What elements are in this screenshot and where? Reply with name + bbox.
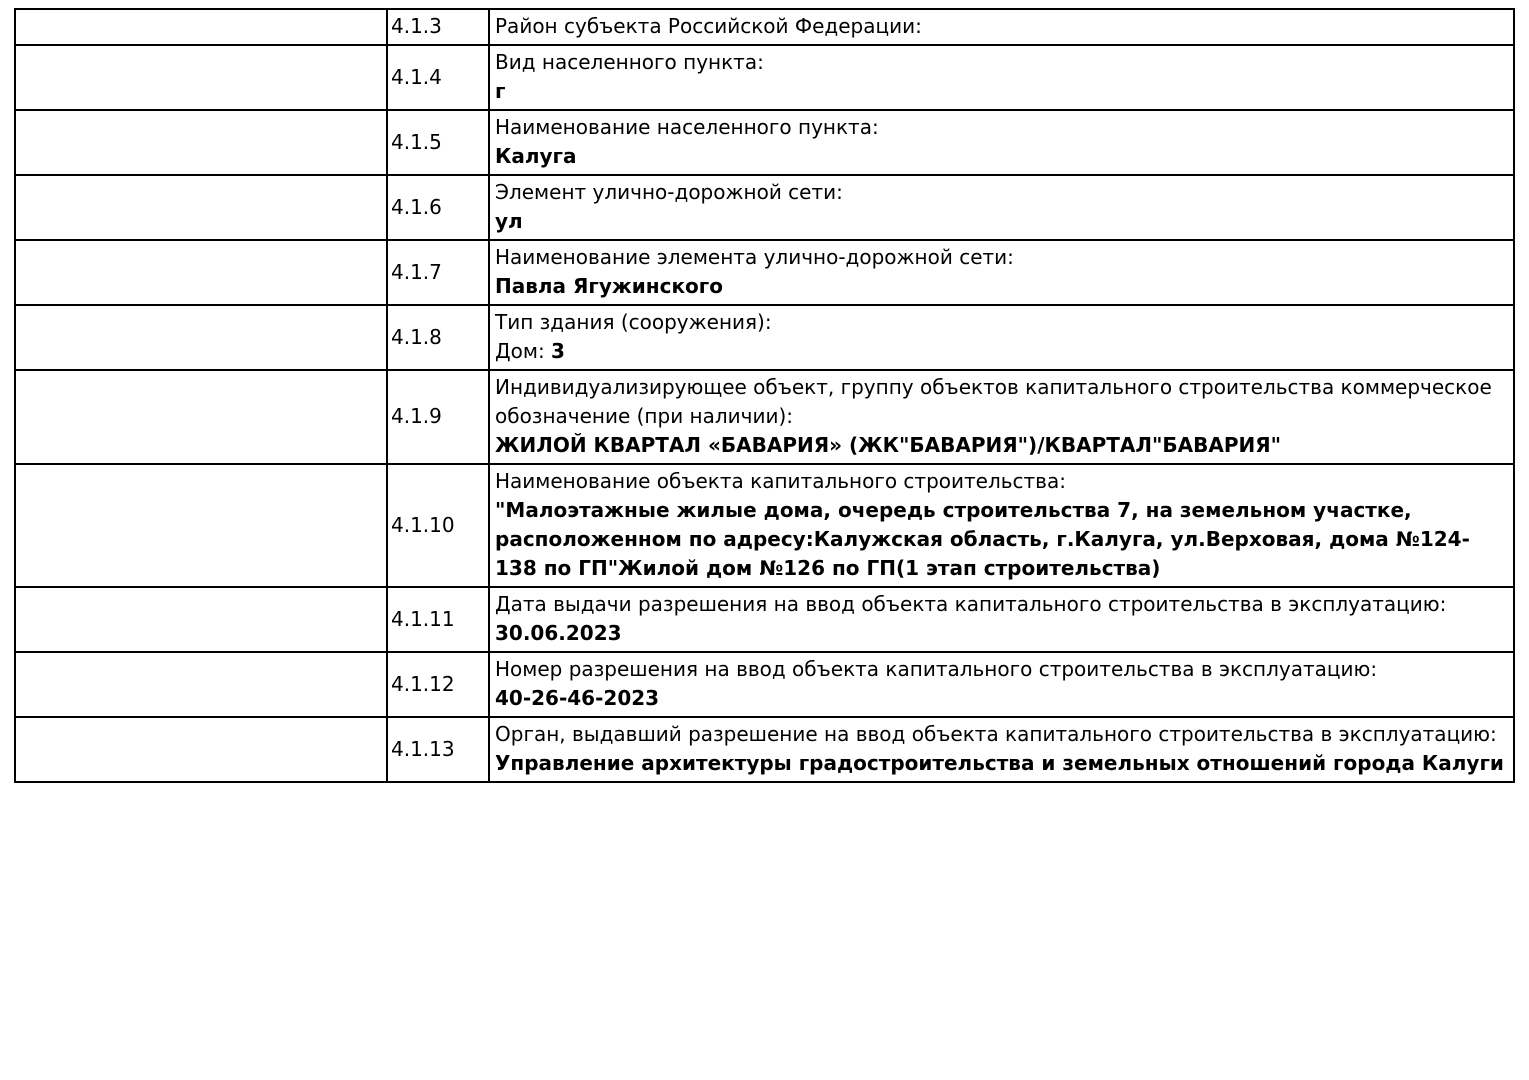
item-label: Наименование населенного пункта: (495, 115, 879, 139)
item-label: Элемент улично-дорожной сети: (495, 180, 843, 204)
item-number: 4.1.13 (391, 736, 455, 761)
item-number-cell (387, 9, 489, 45)
item-value: ЖИЛОЙ КВАРТАЛ «БАВАРИЯ» (ЖК"БАВАРИЯ")/КВАРТАЛ"БАВАРИЯ" (495, 433, 1282, 457)
table-row (15, 110, 1514, 175)
item-number: 4.1.12 (391, 671, 455, 696)
object-info-table-body (15, 9, 1514, 782)
item-value-line (495, 272, 1508, 301)
item-number-cell (387, 45, 489, 110)
item-content-cell (489, 305, 1514, 370)
item-number-cell (387, 652, 489, 717)
item-value-line (495, 77, 1508, 106)
item-value-line (495, 431, 1508, 460)
empty-cell (15, 240, 387, 305)
item-number: 4.1.11 (391, 606, 455, 631)
item-label: Наименование элемента улично-дорожной сети: (495, 245, 1014, 269)
item-number: 4.1.6 (391, 194, 442, 219)
item-value: 40-26-46-2023 (495, 686, 660, 710)
item-value-line (495, 337, 1508, 366)
item-content-cell (489, 370, 1514, 464)
table-row (15, 464, 1514, 587)
item-value: г (495, 79, 506, 103)
item-value: Павла Ягужинского (495, 274, 723, 298)
table-row (15, 370, 1514, 464)
table-row (15, 305, 1514, 370)
item-value-line (495, 142, 1508, 171)
item-number-cell (387, 240, 489, 305)
item-number: 4.1.3 (391, 14, 442, 38)
empty-cell (15, 110, 387, 175)
item-number-cell (387, 370, 489, 464)
item-number: 4.1.4 (391, 64, 442, 89)
item-content-cell (489, 110, 1514, 175)
item-content-cell (489, 240, 1514, 305)
empty-cell (15, 587, 387, 652)
item-number-cell (387, 305, 489, 370)
empty-cell (15, 305, 387, 370)
item-value-line (495, 749, 1508, 778)
item-number-cell (387, 110, 489, 175)
item-label: Наименование объекта капитального строительства: (495, 469, 1066, 493)
item-value: 30.06.2023 (495, 621, 622, 645)
item-content-cell (489, 464, 1514, 587)
item-value-line (495, 684, 1508, 713)
object-info-table (14, 8, 1515, 783)
item-label: Вид населенного пункта: (495, 50, 764, 74)
empty-cell (15, 370, 387, 464)
item-value: Калуга (495, 144, 577, 168)
table-row (15, 175, 1514, 240)
item-number-cell (387, 587, 489, 652)
item-number: 4.1.10 (391, 512, 455, 537)
item-content-cell (489, 9, 1514, 45)
item-label: Дата выдачи разрешения на ввод объекта капитального строительства в эксплуатацию: (495, 592, 1447, 616)
item-label: Индивидуализирующее объект, группу объектов капитального строительства коммерческое обозначение (при наличии): (495, 375, 1492, 428)
item-number: 4.1.8 (391, 324, 442, 349)
item-value: 3 (551, 339, 565, 363)
empty-cell (15, 464, 387, 587)
empty-cell (15, 9, 387, 45)
item-content-cell (489, 45, 1514, 110)
item-label: Номер разрешения на ввод объекта капитального строительства в эксплуатацию: (495, 657, 1378, 681)
item-value-prefix: Дом: (495, 339, 552, 363)
item-content-cell (489, 587, 1514, 652)
item-value: "Малоэтажные жилые дома, очередь строительства 7, на земельном участке, расположенном по адресу:Калужская область, г.Калуга, ул.Верховая, дома №124-138 по ГП"Жилой дом №126 по ГП(1 этап строительства) (495, 498, 1470, 580)
item-number-cell (387, 464, 489, 587)
item-value-line (495, 207, 1508, 236)
item-content-cell (489, 652, 1514, 717)
item-number: 4.1.5 (391, 129, 442, 154)
item-content-cell (489, 717, 1514, 782)
item-value: Управление архитектуры градостроительства и земельных отношений города Калуги (495, 751, 1504, 775)
empty-cell (15, 175, 387, 240)
table-row (15, 717, 1514, 782)
table-row (15, 240, 1514, 305)
table-row (15, 587, 1514, 652)
empty-cell (15, 45, 387, 110)
table-row (15, 9, 1514, 45)
item-label: Тип здания (сооружения): (495, 310, 772, 334)
empty-cell (15, 717, 387, 782)
item-label: Район субъекта Российской Федерации: (495, 14, 922, 38)
item-number-cell (387, 175, 489, 240)
item-label: Орган, выдавший разрешение на ввод объекта капитального строительства в эксплуатацию: (495, 722, 1497, 746)
item-value-line (495, 619, 1508, 648)
item-number: 4.1.7 (391, 259, 442, 284)
item-number-cell (387, 717, 489, 782)
item-content-cell (489, 175, 1514, 240)
item-value: ул (495, 209, 523, 233)
empty-cell (15, 652, 387, 717)
table-row (15, 45, 1514, 110)
item-number: 4.1.9 (391, 404, 442, 428)
table-row (15, 652, 1514, 717)
item-value-line (495, 496, 1508, 583)
